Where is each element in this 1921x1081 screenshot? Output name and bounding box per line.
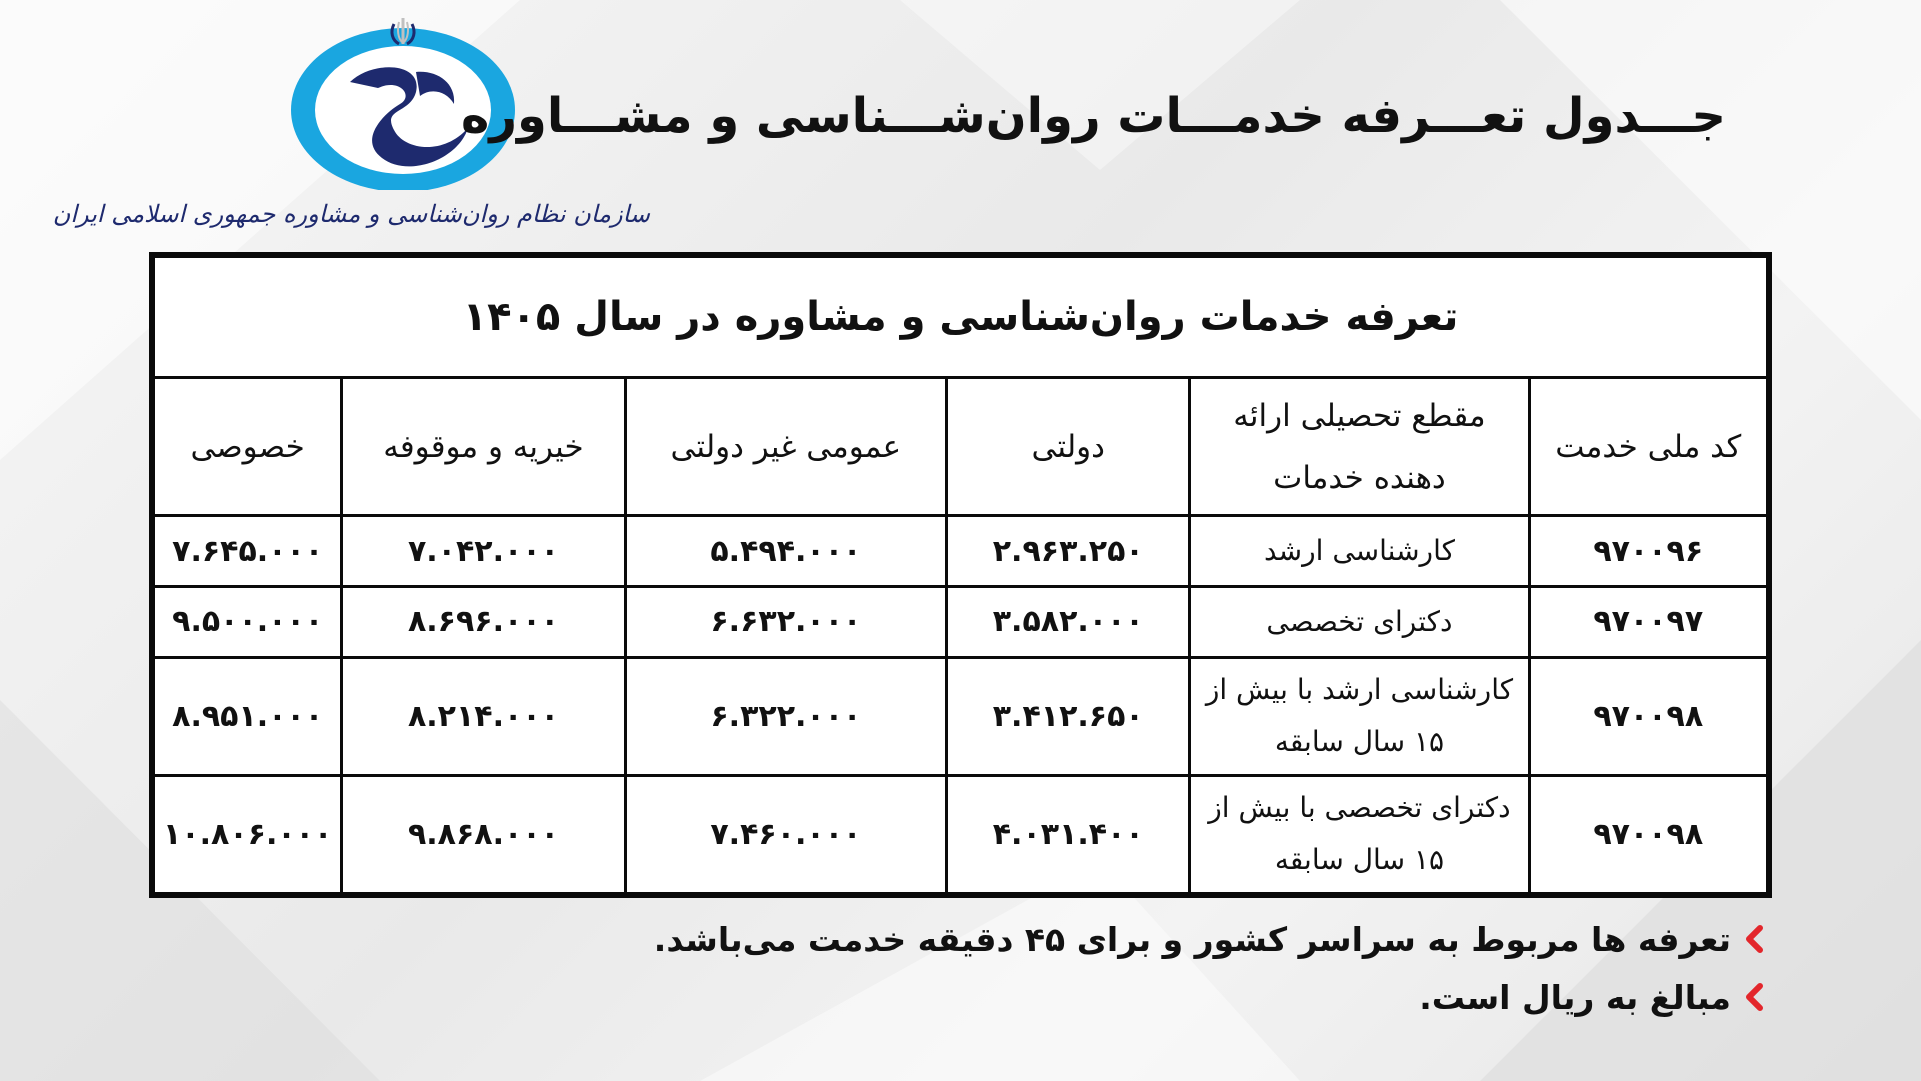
service-code-cell: ۹۷۰۰۹۷	[1529, 587, 1768, 658]
education-level-cell: دکترای تخصصی	[1190, 587, 1529, 658]
note-item	[654, 910, 1763, 968]
header-charity-endowment: خیریه و موقوفه	[342, 378, 625, 516]
private-price-cell: ۸.۹۵۱.۰۰۰	[154, 657, 342, 775]
service-code-cell: ۹۷۰۰۹۸	[1529, 775, 1768, 893]
note-text: تعرفه ها مربوط به سراسر کشور و برای ۴۵ دقیقه خدمت می‌باشد.	[653, 919, 1731, 959]
service-code-cell: ۹۷۰۰۹۸	[1529, 657, 1768, 775]
governmental-price-cell: ۳.۴۱۲.۶۵۰	[947, 657, 1190, 775]
education-level-cell: کارشناسی ارشد	[1190, 516, 1529, 587]
public-price-cell: ۶.۶۳۲.۰۰۰	[625, 587, 946, 658]
note-text: مبالغ به ریال است.	[1419, 977, 1731, 1017]
tariff-table	[152, 255, 1769, 895]
header-service-code: کد ملی خدمت	[1529, 378, 1768, 516]
chevron-left-icon	[1745, 925, 1763, 953]
table-row	[154, 587, 1768, 658]
notes	[654, 910, 1763, 1026]
service-code-cell: ۹۷۰۰۹۶	[1529, 516, 1768, 587]
public-price-cell: ۷.۴۶۰.۰۰۰	[625, 775, 946, 893]
table-row	[154, 516, 1768, 587]
table-header-row	[154, 378, 1768, 516]
education-level-cell: دکترای تخصصی با بیش از ۱۵ سال سابقه	[1190, 775, 1529, 893]
note-item	[654, 968, 1763, 1026]
header-public-non-governmental: عمومی غیر دولتی	[625, 378, 946, 516]
governmental-price-cell: ۳.۵۸۲.۰۰۰	[947, 587, 1190, 658]
header-governmental: دولتی	[947, 378, 1190, 516]
charity-price-cell: ۷.۰۴۲.۰۰۰	[342, 516, 625, 587]
chevron-left-icon	[1745, 983, 1763, 1011]
governmental-price-cell: ۴.۰۳۱.۴۰۰	[947, 775, 1190, 893]
public-price-cell: ۵.۴۹۴.۰۰۰	[625, 516, 946, 587]
governmental-price-cell: ۲.۹۶۳.۲۵۰	[947, 516, 1190, 587]
organization-name: سازمان نظام روان‌شناسی و مشاوره جمهوری اسلامی ایران	[52, 200, 650, 228]
education-level-cell: کارشناسی ارشد با بیش از ۱۵ سال سابقه	[1190, 657, 1529, 775]
charity-price-cell: ۸.۶۹۶.۰۰۰	[342, 587, 625, 658]
charity-price-cell: ۹.۸۶۸.۰۰۰	[342, 775, 625, 893]
charity-price-cell: ۸.۲۱۴.۰۰۰	[342, 657, 625, 775]
page-title: جـــدول تعـــرفه خدمـــات روان‌شـــناسی و مشـــاوره	[461, 88, 1726, 144]
private-price-cell: ۷.۶۴۵.۰۰۰	[154, 516, 342, 587]
header-private: خصوصی	[154, 378, 342, 516]
private-price-cell: ۱۰.۸۰۶.۰۰۰	[154, 775, 342, 893]
public-price-cell: ۶.۳۲۲.۰۰۰	[625, 657, 946, 775]
header-education-level: مقطع تحصیلی ارائه دهنده خدمات	[1190, 378, 1529, 516]
table-row	[154, 657, 1768, 775]
table-row	[154, 775, 1768, 893]
table-caption: تعرفه خدمات روان‌شناسی و مشاوره در سال ۱۴۰۵	[154, 257, 1768, 378]
private-price-cell: ۹.۵۰۰.۰۰۰	[154, 587, 342, 658]
